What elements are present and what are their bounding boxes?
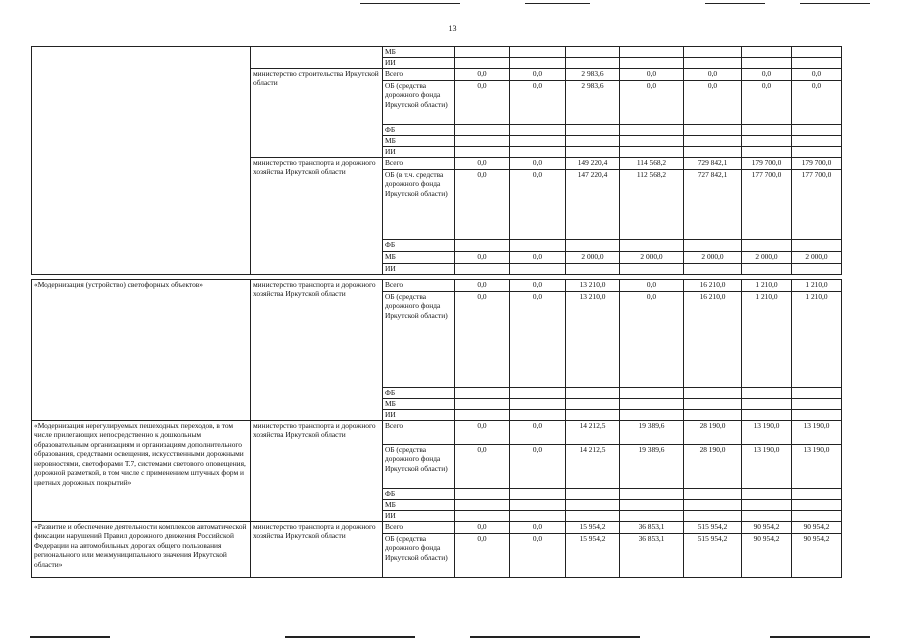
value-cell: 36 853,1 [620,534,684,578]
value-cell: 0,0 [792,81,842,125]
value-cell: 1 210,0 [792,280,842,292]
value-cell: 0,0 [510,81,566,125]
value-cell: 2 983,6 [566,69,620,81]
page-number: 13 [448,24,457,33]
measure-cell: «Развитие и обеспечение деятельности комплексов автоматической фиксации нарушений Правил дорожного движения Российской Федерации на автомобильных дорогах общего пользования регионального или межмуниципального значения Иркутской области» [32,522,251,578]
table-row [32,421,842,445]
scan-artifact-line [30,636,110,638]
source-label: ФБ [383,240,455,252]
value-cell: 2 983,6 [566,81,620,125]
source-label: МБ [383,47,455,58]
source-label: МБ [383,136,455,147]
value-cell: 14 212,5 [566,445,620,489]
source-label: ОБ (средства дорожного фонда Иркутской области) [383,445,455,489]
value-cell: 15 954,2 [566,522,620,534]
value-cell: 0,0 [620,280,684,292]
value-cell: 0,0 [455,69,510,81]
value-cell: 0,0 [455,81,510,125]
value-cell: 90 954,2 [742,522,792,534]
source-label: ФБ [383,125,455,136]
value-cell: 0,0 [455,522,510,534]
source-label: ОБ (средства дорожного фонда Иркутской области) [383,81,455,125]
value-cell: 36 853,1 [620,522,684,534]
source-label: Всего [383,421,455,445]
value-cell: 2 000,0 [620,252,684,264]
source-label: Всего [383,158,455,170]
value-cell: 0,0 [455,292,510,388]
table-row [32,522,842,534]
source-label: МБ [383,500,455,511]
ministry-cell-continued [251,47,383,69]
value-cell: 13 190,0 [792,445,842,489]
value-cell: 114 568,2 [620,158,684,170]
value-cell: 0,0 [455,534,510,578]
value-cell: 2 000,0 [684,252,742,264]
ministry-cell: министерство транспорта и дорожного хозяйства Иркутской области [251,158,383,275]
source-label: Всего [383,69,455,81]
value-cell: 14 212,5 [566,421,620,445]
scan-artifact-line [360,3,460,4]
scan-artifact-line [800,3,870,4]
value-cell: 147 220,4 [566,170,620,240]
scan-artifact-line [770,636,870,638]
value-cell: 16 210,0 [684,292,742,388]
value-cell: 177 700,0 [742,170,792,240]
budget-table [31,46,842,275]
source-label: МБ [383,252,455,264]
value-cell: 13 190,0 [792,421,842,445]
value-cell: 90 954,2 [742,534,792,578]
value-cell: 179 700,0 [742,158,792,170]
source-label: ИИ [383,410,455,421]
value-cell: 90 954,2 [792,522,842,534]
scan-artifact-line [705,3,765,4]
value-cell: 112 568,2 [620,170,684,240]
source-label: ИИ [383,58,455,69]
value-cell: 179 700,0 [792,158,842,170]
source-label: МБ [383,399,455,410]
value-cell: 0,0 [510,445,566,489]
value-cell: 0,0 [455,445,510,489]
value-cell: 0,0 [510,170,566,240]
source-label: Всего [383,522,455,534]
value-cell: 0,0 [510,280,566,292]
value-cell: 0,0 [620,292,684,388]
value-cell: 0,0 [510,522,566,534]
source-label: ОБ (в т.ч. средства дорожного фонда Иркутской области) [383,170,455,240]
value-cell: 13 190,0 [742,445,792,489]
scan-artifact-line [285,636,415,638]
value-cell: 0,0 [510,421,566,445]
value-cell: 90 954,2 [792,534,842,578]
value-cell: 0,0 [455,421,510,445]
value-cell: 2 000,0 [566,252,620,264]
ministry-cell: министерство транспорта и дорожного хозяйства Иркутской области [251,522,383,578]
value-cell: 15 954,2 [566,534,620,578]
value-cell: 13 210,0 [566,292,620,388]
value-cell: 0,0 [455,170,510,240]
ministry-cell: министерство транспорта и дорожного хозяйства Иркутской области [251,280,383,421]
source-label: ИИ [383,147,455,158]
source-label: Всего [383,280,455,292]
value-cell: 28 190,0 [684,421,742,445]
measure-cell: «Модернизация нерегулируемых пешеходных переходов, в том числе прилегающих непосредственно к дошкольным образовательным организациям и организациям дополнительного образования, средствами освещения, искусственными дорожными неровностями, светофорами Т.7, системами светового оповещения, дорожной разметкой, в том числе с применением штучных форм и цветных дорожных покрытий» [32,421,251,522]
value-cell: 729 842,1 [684,158,742,170]
value-cell: 13 210,0 [566,280,620,292]
value-cell: 19 389,6 [620,445,684,489]
value-cell: 0,0 [455,252,510,264]
value-cell: 0,0 [684,81,742,125]
value-cell: 28 190,0 [684,445,742,489]
ministry-cell: министерство транспорта и дорожного хозяйства Иркутской области [251,421,383,522]
value-cell: 0,0 [510,292,566,388]
source-label: ОБ (средства дорожного фонда Иркутской области) [383,534,455,578]
source-label: ОБ (средства дорожного фонда Иркутской области) [383,292,455,388]
value-cell: 0,0 [510,534,566,578]
value-cell: 1 210,0 [742,280,792,292]
value-cell: 515 954,2 [684,522,742,534]
value-cell: 177 700,0 [792,170,842,240]
value-cell: 0,0 [742,81,792,125]
source-label: ИИ [383,264,455,275]
source-label: ФБ [383,388,455,399]
value-cell: 0,0 [510,252,566,264]
measure-cell-continued [32,47,251,275]
value-cell: 0,0 [455,280,510,292]
value-cell: 1 210,0 [792,292,842,388]
scan-artifact-line [525,3,590,4]
value-cell: 727 842,1 [684,170,742,240]
table-row [32,280,842,292]
source-label: ИИ [383,511,455,522]
source-label: ФБ [383,489,455,500]
value-cell: 0,0 [455,158,510,170]
value-cell: 0,0 [620,69,684,81]
ministry-cell: министерство строительства Иркутской области [251,69,383,158]
value-cell: 1 210,0 [742,292,792,388]
table-row [32,47,842,58]
scan-artifact-line [470,636,640,638]
value-cell: 0,0 [620,81,684,125]
measure-cell: «Модернизация (устройство) светофорных объектов» [32,280,251,421]
value-cell: 0,0 [510,158,566,170]
value-cell: 2 000,0 [742,252,792,264]
value-cell: 515 954,2 [684,534,742,578]
budget-table-continued [31,279,842,578]
value-cell: 149 220,4 [566,158,620,170]
value-cell: 13 190,0 [742,421,792,445]
value-cell: 0,0 [792,69,842,81]
value-cell: 0,0 [510,69,566,81]
value-cell: 16 210,0 [684,280,742,292]
value-cell: 0,0 [742,69,792,81]
value-cell: 19 389,6 [620,421,684,445]
value-cell: 2 000,0 [792,252,842,264]
value-cell: 0,0 [684,69,742,81]
